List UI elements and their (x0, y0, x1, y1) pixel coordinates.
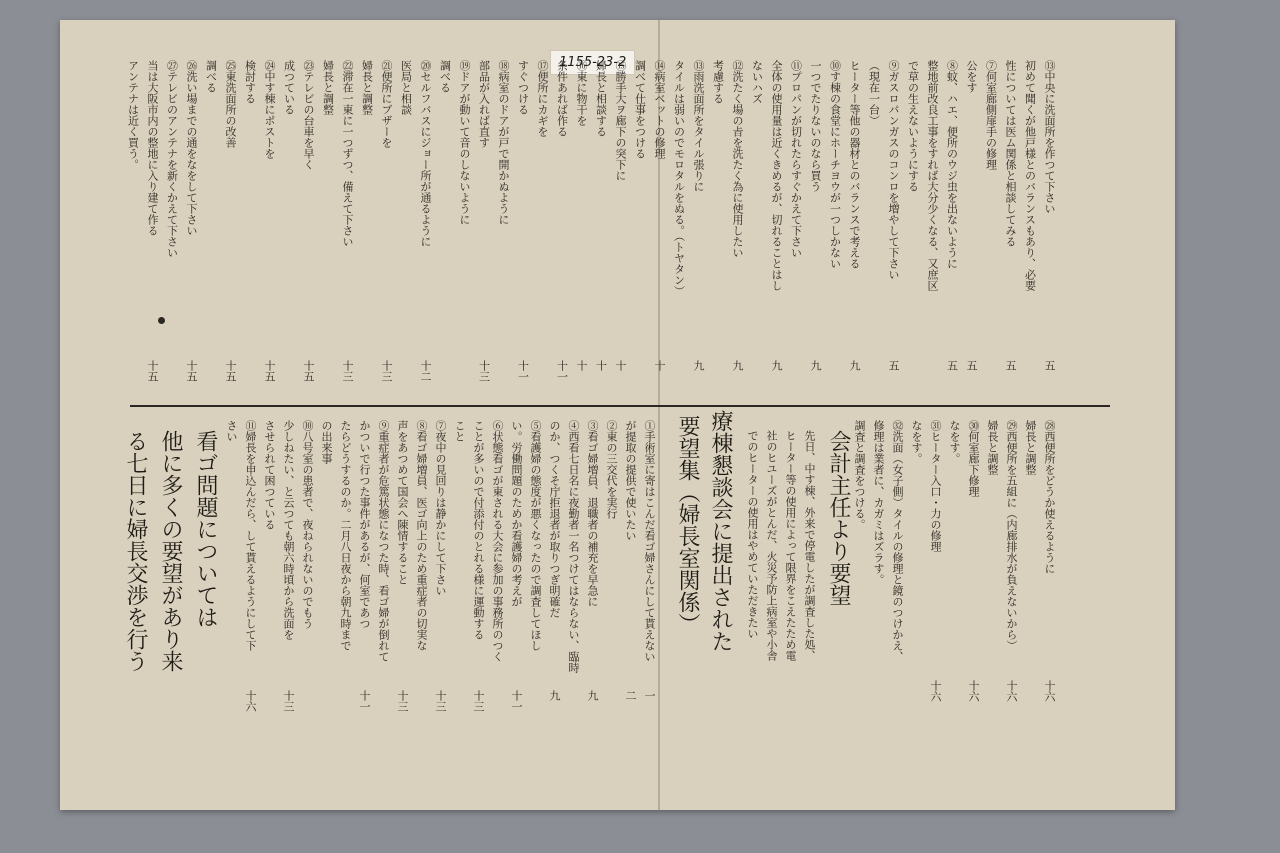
response-line: 社のヒユーズがとんだ、火災予防上病室や小舎 (765, 430, 778, 661)
bottom-left-item-text: ⑥状態看ゴが東される大会に参加の事務所のつく (491, 420, 504, 662)
top-item-count: 九 (848, 360, 861, 371)
top-item-text: で草の生えないようにする (906, 60, 920, 192)
bottom-left-item-text: ④西看七日名に夜勤者一名つけてはならない、臨時 (567, 420, 580, 673)
top-item-count: 十三 (477, 360, 491, 382)
bottom-right-item-text: 婦長と調整 (1024, 420, 1037, 475)
top-item-text: ヒーター等他の器材とのバランスで考える (848, 60, 861, 269)
top-item-text: ㉖洗い場までの通をなをして下さい (185, 60, 198, 236)
top-item-text: 公をす (965, 60, 978, 93)
top-item-text: 検討する (243, 60, 257, 104)
top-item-count: 十 (594, 360, 608, 371)
top-item-text: ⑯東に物干を (575, 60, 588, 126)
top-item-text: アンテナは近く買う。 (126, 60, 140, 170)
reference-label: 1155-23-2 (550, 50, 635, 75)
title-line-2: 要望集（婦長室関係） (675, 415, 700, 635)
top-item-text: ⑫洗たく場の㫖を洗たく為に使用したい (731, 60, 744, 258)
top-item-text: ⑩す棟の食堂にホーチヨウが一つしかない (828, 60, 842, 269)
top-item-text: 調べる (438, 60, 452, 93)
bottom-left-item-text: かついで行つた事件があるが、何室であつ (358, 420, 371, 629)
bottom-right-item-text: ㉚何室廊下修理 (967, 420, 980, 497)
bottom-left-item-count: 二 (624, 690, 637, 701)
bottom-right-item-count: 十六 (1043, 680, 1056, 702)
top-item-text: 婦長と相談する (594, 60, 608, 137)
top-item-text: 条件あれば作る (555, 60, 569, 137)
top-item-text: ⑨ガスロパンガスのコンロを増やして下さい (887, 60, 900, 280)
top-item-text: 婦長と調整 (321, 60, 335, 115)
bottom-right-item-text: 修理は業者に、カガミはズラす。 (872, 420, 885, 585)
top-item-count: 十 (575, 360, 588, 371)
top-item-text: 一つでたりないのなら買う (809, 60, 822, 192)
top-item-text: 全体の使用量は近くきめるが、切れることはし (770, 60, 783, 291)
top-item-count: 五 (1043, 360, 1056, 371)
bottom-left-item-text: ⑩八号室の患者で、夜ねられないのでもう (301, 420, 314, 629)
bottom-right-item-text: なをす。 (910, 420, 923, 464)
top-item-text: ㉒滞在一東に一つずつ、備えて下さい (341, 60, 354, 247)
bottom-left-item-text: が提取の提供で使いたい (624, 420, 637, 541)
bottom-left-item-text: さい (225, 420, 238, 442)
bottom-right-item-text: ㉛ヒーター入口・力の修理 (929, 420, 942, 552)
top-item-count: 五 (945, 360, 959, 371)
document-page (60, 20, 1175, 810)
top-item-count: 十 (614, 360, 627, 371)
closing-line: 他に多くの要望があり来 (158, 430, 183, 672)
top-item-count: 十一 (555, 360, 569, 382)
bottom-right-item-text: ㉙西便所を五組に（内廊排水が負えないから） (1005, 420, 1018, 651)
bottom-left-item-count: 十三 (472, 690, 485, 712)
top-item-count: 五 (965, 360, 978, 371)
bottom-left-item-count: 十三 (282, 690, 295, 712)
top-item-count: 九 (692, 360, 705, 371)
bottom-right-item-count: 十六 (1005, 680, 1018, 702)
top-item-count: 十五 (302, 360, 315, 382)
top-item-text: 成つている (282, 60, 296, 115)
bottom-left-item-count: 十一 (358, 690, 371, 712)
bottom-left-item-text: ⑧看ゴ婦増員、医ゴ向上のため重症者の切実な (415, 420, 428, 651)
top-item-text: 当は大阪市内の整地に入り建て作る (146, 60, 159, 236)
bottom-right-item-text: 調査と調査をつける。 (853, 420, 866, 530)
top-item-text: ⑧蚊、ハエ、便所のウジ虫を出ないように (945, 60, 959, 269)
top-item-count: 十五 (224, 360, 237, 382)
top-item-text: ㉕東洗面所の改善 (224, 60, 237, 148)
top-item-count: 五 (1004, 360, 1017, 371)
bottom-right-item-text: 婦長と調整 (986, 420, 999, 475)
top-item-count: 十 (653, 360, 666, 371)
response-heading: 会計主任より要望 (826, 430, 851, 606)
top-item-count: 十五 (146, 360, 159, 382)
bottom-left-item-text: ⑨重症者が危篤状態になつた時、看ゴ婦が倒れて (377, 420, 390, 662)
top-item-text: 整地前改良工事をすれば大分少くなる、又庶区 (926, 60, 939, 291)
bottom-left-item-text: ⑦夜中の見回りは静かにして下さい (434, 420, 447, 596)
top-item-count: 十三 (380, 360, 393, 382)
bottom-left-item-text: させられて困つている (263, 420, 276, 530)
bottom-left-item-text: ①手術室に寄はこんだ看ゴ婦さんにして貰えない (643, 420, 656, 662)
top-item-count: 十三 (341, 360, 354, 382)
closing-line: 看ゴ問題については (193, 430, 218, 628)
top-item-text: ⑳セルフバスにジョー所が通るように (419, 60, 432, 247)
closing-line: る七日に婦長交渉を行う (123, 430, 148, 672)
top-item-text: すぐつける (516, 60, 530, 115)
response-line: 先日、中す棟、外来で停電したが調査した処、 (803, 430, 816, 661)
top-item-text: ㉗テレビのアンテナを新くかえて下さい (165, 60, 179, 258)
bottom-right-item-count: 十六 (967, 680, 980, 702)
top-item-count: 九 (731, 360, 744, 371)
top-item-text: ⑬雨洗面所をタイル張りに (692, 60, 705, 192)
top-item-text: ⑮勝手大ヲ廊下の突下に (614, 60, 627, 181)
bottom-left-item-text: こと (453, 420, 466, 442)
bottom-left-item-count: 九 (548, 690, 561, 701)
bottom-left-item-count: 十六 (244, 690, 257, 712)
bottom-right-item-text: なをす。 (948, 420, 961, 464)
top-item-text: （現在一台） (867, 60, 881, 126)
top-item-text: ⑲ドアが動いて音のしないように (458, 60, 471, 225)
top-item-text: ㉓テレビの台車を早く (302, 60, 315, 170)
top-item-count: 五 (887, 360, 900, 371)
bottom-right-item-count: 十六 (929, 680, 942, 702)
top-item-text: 医局と相談 (399, 60, 413, 115)
bottom-left-item-count: 十三 (434, 690, 447, 712)
bottom-left-item-count: 十一 (510, 690, 523, 712)
bottom-left-item-text: 声をあつめて国会へ陳情すること (396, 420, 409, 585)
top-item-text: ⑦何室廊側扉手の修理 (984, 60, 998, 170)
top-item-text: 調べて仕事をつける (633, 60, 647, 159)
bottom-left-item-text: のか、つくそ庁拒退者が取りつぎ明確だ (548, 420, 561, 618)
bottom-right-item-text: ㉘西便所をどうか使えるように (1043, 420, 1056, 574)
top-item-count: 十一 (516, 360, 530, 382)
response-line: ヒーター等の使用によって限界をこえたため電 (784, 430, 797, 661)
bottom-left-item-text: ⑪婦長を申込んだら、して貰えるようにして下 (244, 420, 257, 651)
bottom-left-item-count: 九 (586, 690, 599, 701)
top-item-text: 考慮する (711, 60, 725, 104)
bottom-left-item-count: 十三 (396, 690, 409, 712)
top-item-count: 十五 (263, 360, 276, 382)
bottom-left-item-text: い。労働問題のためか看護婦の考えが (510, 420, 523, 607)
response-line: でのヒーターの使用はやめていただきたい (746, 430, 759, 639)
top-item-text: タイルは弱いのでモロタルをぬる。（トヤタン） (672, 60, 686, 297)
top-item-count: 九 (809, 360, 822, 371)
top-item-text: ⑭病室ベットの修理 (653, 60, 666, 159)
bottom-left-item-text: の出来事 (320, 420, 333, 464)
bottom-left-item-text: ⑤看護婦の態度が悪くなったので調査してほし (529, 420, 542, 651)
top-item-text: ㉔中す棟にポストを (263, 60, 276, 159)
bottom-left-item-text: ②東の三交代を実行 (605, 420, 618, 519)
top-item-text: ないハズ (750, 60, 764, 104)
top-item-text: ⑪プロパンが切れたらすぐかえて下さい (789, 60, 803, 258)
top-item-text: ⑱病室のドアが戸で開かぬように (497, 60, 510, 225)
top-item-text: ㉑便所にブザーを (380, 60, 393, 148)
top-item-count: 十五 (185, 360, 198, 382)
bottom-left-item-text: 少しねたい、と云つても朝六時頃から洗面を (282, 420, 295, 640)
top-item-text: 婦長と調整 (360, 60, 374, 115)
top-item-text: ⑬中央に洗面所を作つて下さい (1043, 60, 1056, 214)
bottom-left-item-text: ことが多いので付添付のとれる様に運動する (472, 420, 485, 640)
top-item-count: 九 (770, 360, 783, 371)
bottom-left-item-count: 一 (643, 690, 656, 701)
bottom-left-item-text: たらどうするのか。二月八日夜から朝九時まで (339, 420, 352, 651)
top-item-text: 部品が入れば直す (477, 60, 491, 148)
section-divider (130, 405, 1110, 407)
top-item-text: 調べる (204, 60, 218, 93)
top-item-count: 十二 (419, 360, 432, 382)
top-item-text: 初めて聞くが他戸様とのバランスもあり、必要 (1023, 60, 1037, 291)
title-line-1: 療棟懇談会に提出された (708, 410, 733, 652)
top-item-text: 性については医ム関係と相談してみる (1004, 60, 1017, 247)
bottom-left-item-text: ③看ゴ婦増員、退職者の補充を早急に (586, 420, 599, 607)
top-item-text: ⑰便所にカギを (536, 60, 549, 137)
bottom-right-item-text: ㉜洗面（女子側）タイルの修理と鏡のつけかえ、 (891, 420, 904, 662)
